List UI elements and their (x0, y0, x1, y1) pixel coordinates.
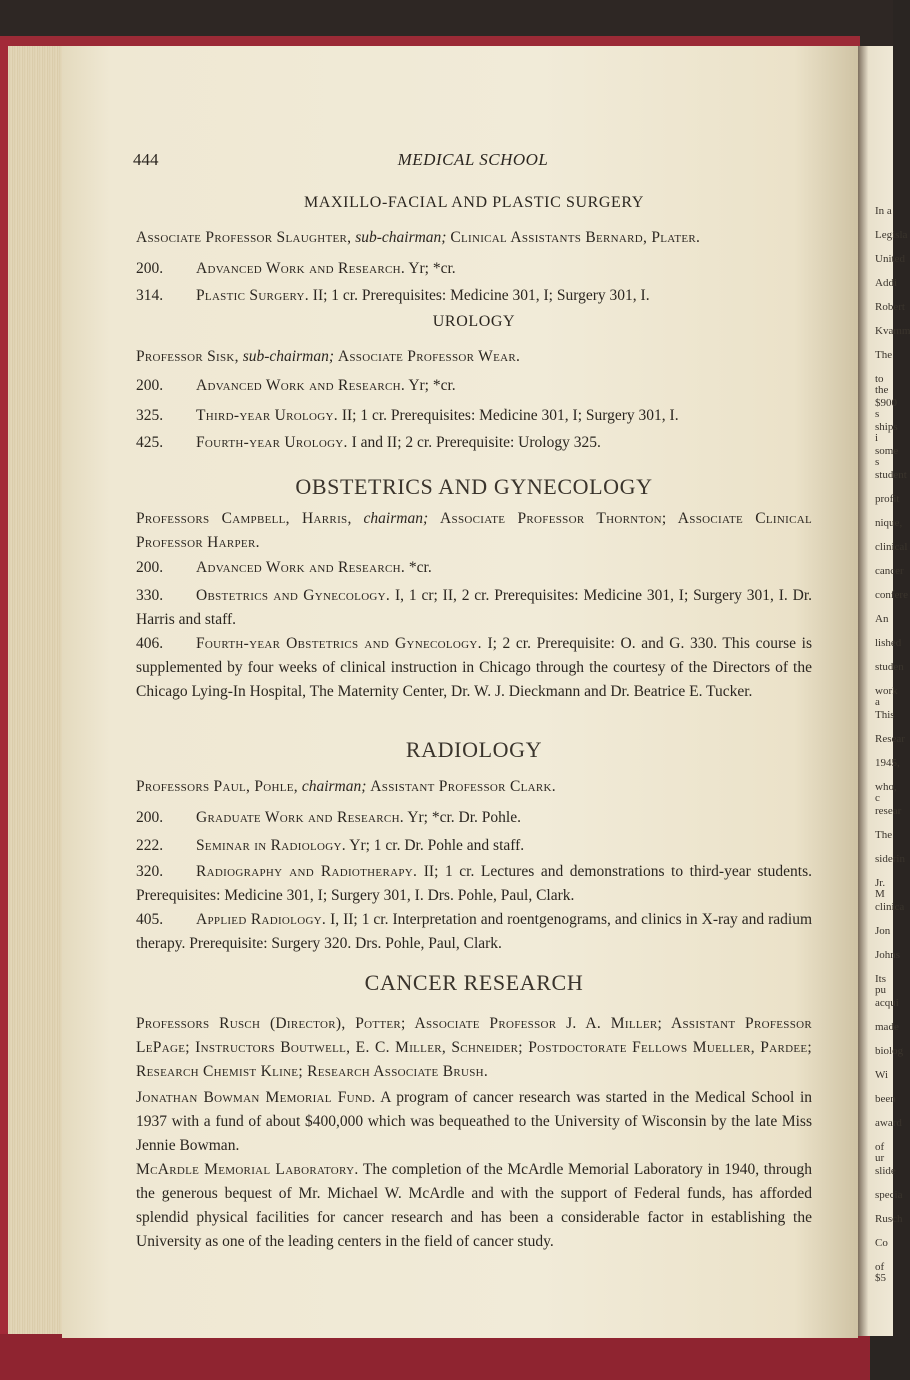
adjacent-page-fragment: nique, (875, 517, 903, 529)
adjacent-page-fragment: clinica (875, 901, 905, 913)
book-cover-bottom (0, 1334, 870, 1380)
course-entry: 222. Seminar in Radiology. Yr; 1 cr. Dr. Pohle and staff. (136, 837, 525, 854)
adjacent-page-fragment: Johns (875, 949, 901, 961)
adjacent-page-fragment: some s (875, 445, 899, 468)
adjacent-page-fragment: work a (875, 685, 898, 708)
adjacent-page-fragment: confere (875, 589, 908, 601)
running-head (133, 150, 813, 174)
adjacent-page-fragment: slide (875, 1165, 896, 1177)
adjacent-page-fragment: lished (875, 637, 902, 649)
course-entry: 425. Fourth-year Urology. I and II; 2 cr. Prerequisite: Urology 325. (136, 434, 601, 451)
adjacent-page-fragment: resear (875, 805, 902, 817)
adjacent-page-fragment: Rusch (875, 1213, 903, 1225)
adjacent-page-fragment: Wi (875, 1069, 888, 1081)
adjacent-page-fragment: The (875, 829, 893, 841)
adjacent-page-fragment: siderin (875, 853, 905, 865)
adjacent-page-fragment: Robert (875, 301, 905, 313)
course-entry: 314. Plastic Surgery. II; 1 cr. Prerequisites: Medicine 301, I; Surgery 301, I. (136, 287, 650, 304)
adjacent-page-fragment: clinical (875, 541, 908, 553)
staff-line-radiology: Professors Paul, Pohle, chairman; Assistant Professor Clark. (136, 778, 556, 795)
adjacent-page-fragment: This (875, 709, 895, 721)
adjacent-page-fragment: An (875, 613, 889, 625)
staff-line-urology: Professor Sisk, sub-chairman; Associate Professor Wear. (136, 348, 521, 365)
staff-line-obstetrics: Professors Campbell, Harris, chairman; Associate Professor Thornton; Associate Clinical Professor Harper. (136, 510, 812, 551)
course-entry: 405. Applied Radiology. I, II; 1 cr. Interpretation and roentgenograms, and clinics in X-ray and radium therapy. Prerequisite: Surgery 320. Drs. Pohle, Paul, Clark. (136, 911, 813, 952)
adjacent-page-fragment: been (875, 1093, 896, 1105)
section-heading-cancer: CANCER RESEARCH (364, 970, 584, 995)
course-entry: 200. Advanced Work and Research. *cr. (136, 559, 432, 576)
adjacent-page-fragment: biolog (875, 1045, 904, 1057)
adjacent-page-fragment: made (875, 1021, 899, 1033)
adjacent-page-fragment: $900 s (875, 397, 897, 420)
course-entry: 320. Radiography and Radiotherapy. II; 1 cr. Lectures and demonstrations to third-year students. Prerequisites: Medicine 301, I; Surgery 301, I. Drs. Pohle, Paul, Clark. (136, 863, 813, 904)
adjacent-page-fragment: ships i (875, 421, 898, 444)
adjacent-page-fragment: Legisla (875, 229, 908, 241)
adjacent-page-fragment: who, c (875, 781, 897, 804)
section-heading-urology: UROLOGY (432, 313, 516, 330)
course-entry: 330. Obstetrics and Gynecology. I, 1 cr; II, 2 cr. Prerequisites: Medicine 301, I; Surgery 301, I. Dr. Harris and staff. (136, 587, 812, 628)
paragraph-mcardle-laboratory: McArdle Memorial Laboratory. The completion of the McArdle Memorial Laboratory in 1940, through the generous bequest of Mr. Michael W. McArdle and with the support of Federal funds, has afforded splendid physical facilities for cancer research and has been a considerable factor in establishing the University as one of the leading centers in the field of cancer study. (136, 1161, 812, 1250)
adjacent-page-fragment: Addi (875, 277, 897, 289)
adjacent-page-fragment: of ur (875, 1141, 885, 1164)
adjacent-page-fragment: The (875, 349, 893, 361)
adjacent-page-fragment: Jr. M (875, 877, 886, 900)
running-title: MEDICAL SCHOOL (397, 150, 549, 169)
section-heading-radiology: RADIOLOGY (405, 737, 543, 762)
adjacent-page-fragment: of $5 (875, 1261, 886, 1284)
adjacent-page-fragment: Its pu (875, 973, 886, 996)
staff-line-maxillo: Associate Professor Slaughter, sub-chairman; Clinical Assistants Bernard, Plater. (136, 229, 701, 246)
adjacent-page-fragment: cancer (875, 565, 904, 577)
adjacent-page-fragment: Jon (875, 925, 891, 937)
course-entry: 200. Graduate Work and Research. Yr; *cr. Dr. Pohle. (136, 809, 521, 826)
course-entry: 200. Advanced Work and Research. Yr; *cr. (136, 260, 456, 277)
adjacent-page-fragment: studen (875, 661, 904, 673)
adjacent-page-fragment: United (875, 253, 905, 265)
adjacent-page-fragment: Kvamm (875, 325, 910, 337)
adjacent-page-fragment: specia (875, 1189, 903, 1201)
page-number: 444 (133, 150, 159, 169)
course-entry: 406. Fourth-year Obstetrics and Gynecology. I; 2 cr. Prerequisite: O. and G. 330. This course is supplemented by four weeks of clinical instruction in Chicago through the courtesy of the Directors of the Chicago Lying-In Hospital, The Maternity Center, Dr. W. J. Dieckmann and Dr. Beatrice E. Tucker. (136, 635, 812, 700)
paragraph-bowman-fund: Jonathan Bowman Memorial Fund. A program of cancer research was started in the Medical School in 1937 with a fund of about $400,000 which was bequeathed to the University of Wisconsin by the late Miss Jennie Bowman. (136, 1089, 812, 1154)
course-entry: 325. Third-year Urology. II; 1 cr. Prerequisites: Medicine 301, I; Surgery 301, I. (136, 407, 679, 424)
section-heading-maxillo: MAXILLO-FACIAL AND PLASTIC SURGERY (304, 194, 644, 211)
adjacent-page-fragment: student (875, 469, 907, 481)
page-edges (8, 46, 66, 1336)
adjacent-page-fragment: profit (875, 493, 900, 505)
adjacent-page-fragment: Co (875, 1237, 888, 1249)
adjacent-page-fragment: acqui (875, 997, 899, 1009)
adjacent-page-fragment: award (875, 1117, 902, 1129)
staff-line-cancer: Professors Rusch (Director), Potter; Associate Professor J. A. Miller; Assistant Professor LePage; Instructors Boutwell, E. C. Miller, Schneider; Postdoctorate Fellows Mueller, Pardee; Research Chemist Kline; Research Associate Brush. (136, 1015, 812, 1080)
course-entry: 200. Advanced Work and Research. Yr; *cr. (136, 377, 456, 394)
adjacent-page-fragment: In a (875, 205, 892, 217)
adjacent-page-fragment: to the (875, 373, 889, 396)
adjacent-page-fragment: Resear (875, 733, 905, 745)
adjacent-page-fragment: 1945, (875, 757, 900, 769)
section-heading-obstetrics: OBSTETRICS AND GYNECOLOGY (295, 474, 653, 499)
adjacent-page-strip (858, 46, 910, 1336)
